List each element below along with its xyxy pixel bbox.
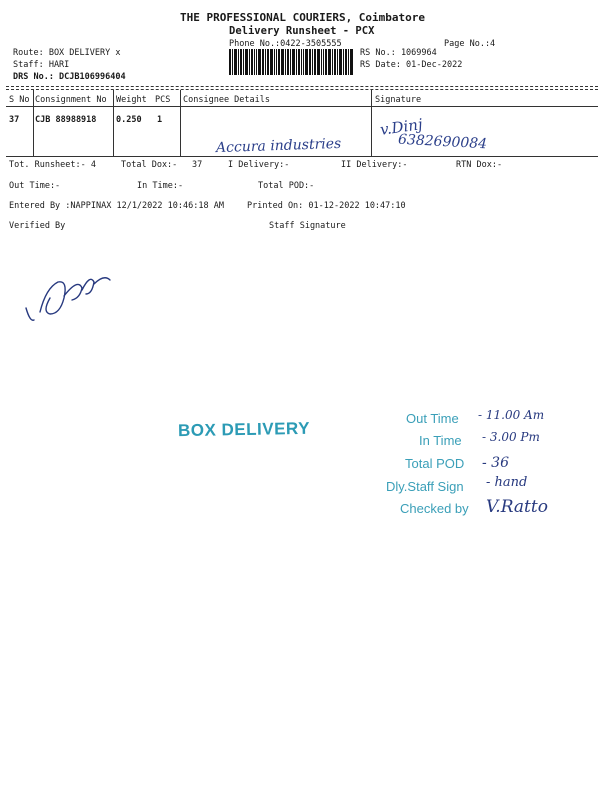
header-signature: Signature bbox=[375, 95, 422, 105]
total-dox-value: 37 bbox=[192, 160, 203, 170]
verifier-signature-icon bbox=[20, 268, 115, 333]
stamp-value-checked-by: V.Ratto bbox=[486, 497, 548, 517]
stamp-value-staff-sign: - hand bbox=[486, 475, 528, 490]
out-time-label: Out Time:- bbox=[9, 181, 61, 191]
header-bottom-rule bbox=[6, 106, 598, 107]
col-divider-4 bbox=[371, 90, 372, 156]
rs-date: RS Date: 01-Dec-2022 bbox=[360, 60, 463, 70]
verified-by: Verified By bbox=[9, 221, 66, 231]
col-divider-3 bbox=[180, 90, 181, 156]
header-consignee: Consignee Details bbox=[183, 95, 270, 105]
in-time-label: In Time:- bbox=[137, 181, 184, 191]
total-pod-label: Total POD:- bbox=[258, 181, 315, 191]
row-sno: 37 bbox=[9, 115, 20, 125]
stamp-dly-staff-sign: Dly.Staff Sign bbox=[386, 479, 464, 494]
entered-by: Entered By :NAPPINAX 12/1/2022 10:46:18 AM bbox=[9, 201, 224, 211]
phone-number: Phone No.:0422-3505555 bbox=[229, 39, 342, 49]
stamp-value-in-time: - 3.00 Pm bbox=[482, 430, 540, 444]
row-consignment: CJB 88988918 bbox=[35, 115, 97, 125]
header-sno: S No bbox=[9, 95, 30, 105]
stamp-checked-by: Checked by bbox=[400, 501, 469, 516]
route-label: Route: BOX DELIVERY x bbox=[13, 48, 121, 58]
handwritten-signature: v.Dinj bbox=[378, 115, 424, 139]
stamp-in-time: In Time bbox=[419, 433, 462, 448]
table-top-rule-2 bbox=[6, 89, 598, 90]
stamp-value-out-time: - 11.00 Am bbox=[478, 408, 545, 422]
company-title: THE PROFESSIONAL COURIERS, Coimbatore bbox=[180, 11, 426, 24]
handwritten-phone: 6382690084 bbox=[397, 131, 488, 153]
printed-on: Printed On: 01-12-2022 10:47:10 bbox=[247, 201, 406, 211]
barcode bbox=[229, 49, 353, 75]
ii-delivery: II Delivery:- bbox=[341, 160, 408, 170]
header-consignment: Consignment No bbox=[35, 95, 107, 105]
staff-label: Staff: HARI bbox=[13, 60, 70, 70]
table-top-rule bbox=[6, 86, 598, 87]
rs-number: RS No.: 1069964 bbox=[360, 48, 437, 58]
verifier-signature-text bbox=[40, 300, 44, 301]
row-pcs: 1 bbox=[157, 115, 163, 125]
runsheet-title: Delivery Runsheet - PCX bbox=[229, 25, 375, 37]
box-delivery-stamp: BOX DELIVERY bbox=[177, 418, 311, 441]
header-pcs: PCS bbox=[155, 95, 171, 105]
row-weight: 0.250 bbox=[116, 115, 142, 125]
handwritten-consignee: Accura industries bbox=[215, 135, 342, 157]
stamp-total-pod: Total POD bbox=[405, 456, 465, 471]
col-divider-2 bbox=[113, 90, 114, 156]
stamp-value-total-pod: - 36 bbox=[482, 455, 509, 471]
stamp-out-time: Out Time bbox=[406, 411, 459, 426]
page-number: Page No.:4 bbox=[444, 39, 496, 49]
total-runsheet: Tot. Runsheet:- 4 bbox=[9, 160, 96, 170]
drs-number: DRS No.: DCJB106996404 bbox=[13, 72, 126, 82]
col-divider-1 bbox=[33, 90, 34, 156]
header-weight: Weight bbox=[116, 95, 147, 105]
staff-signature-label: Staff Signature bbox=[269, 221, 346, 231]
i-delivery: I Delivery:- bbox=[228, 160, 290, 170]
rtn-dox: RTN Dox:- bbox=[456, 160, 503, 170]
table-bottom-rule bbox=[6, 156, 598, 157]
total-dox-label: Total Dox:- bbox=[121, 160, 178, 170]
